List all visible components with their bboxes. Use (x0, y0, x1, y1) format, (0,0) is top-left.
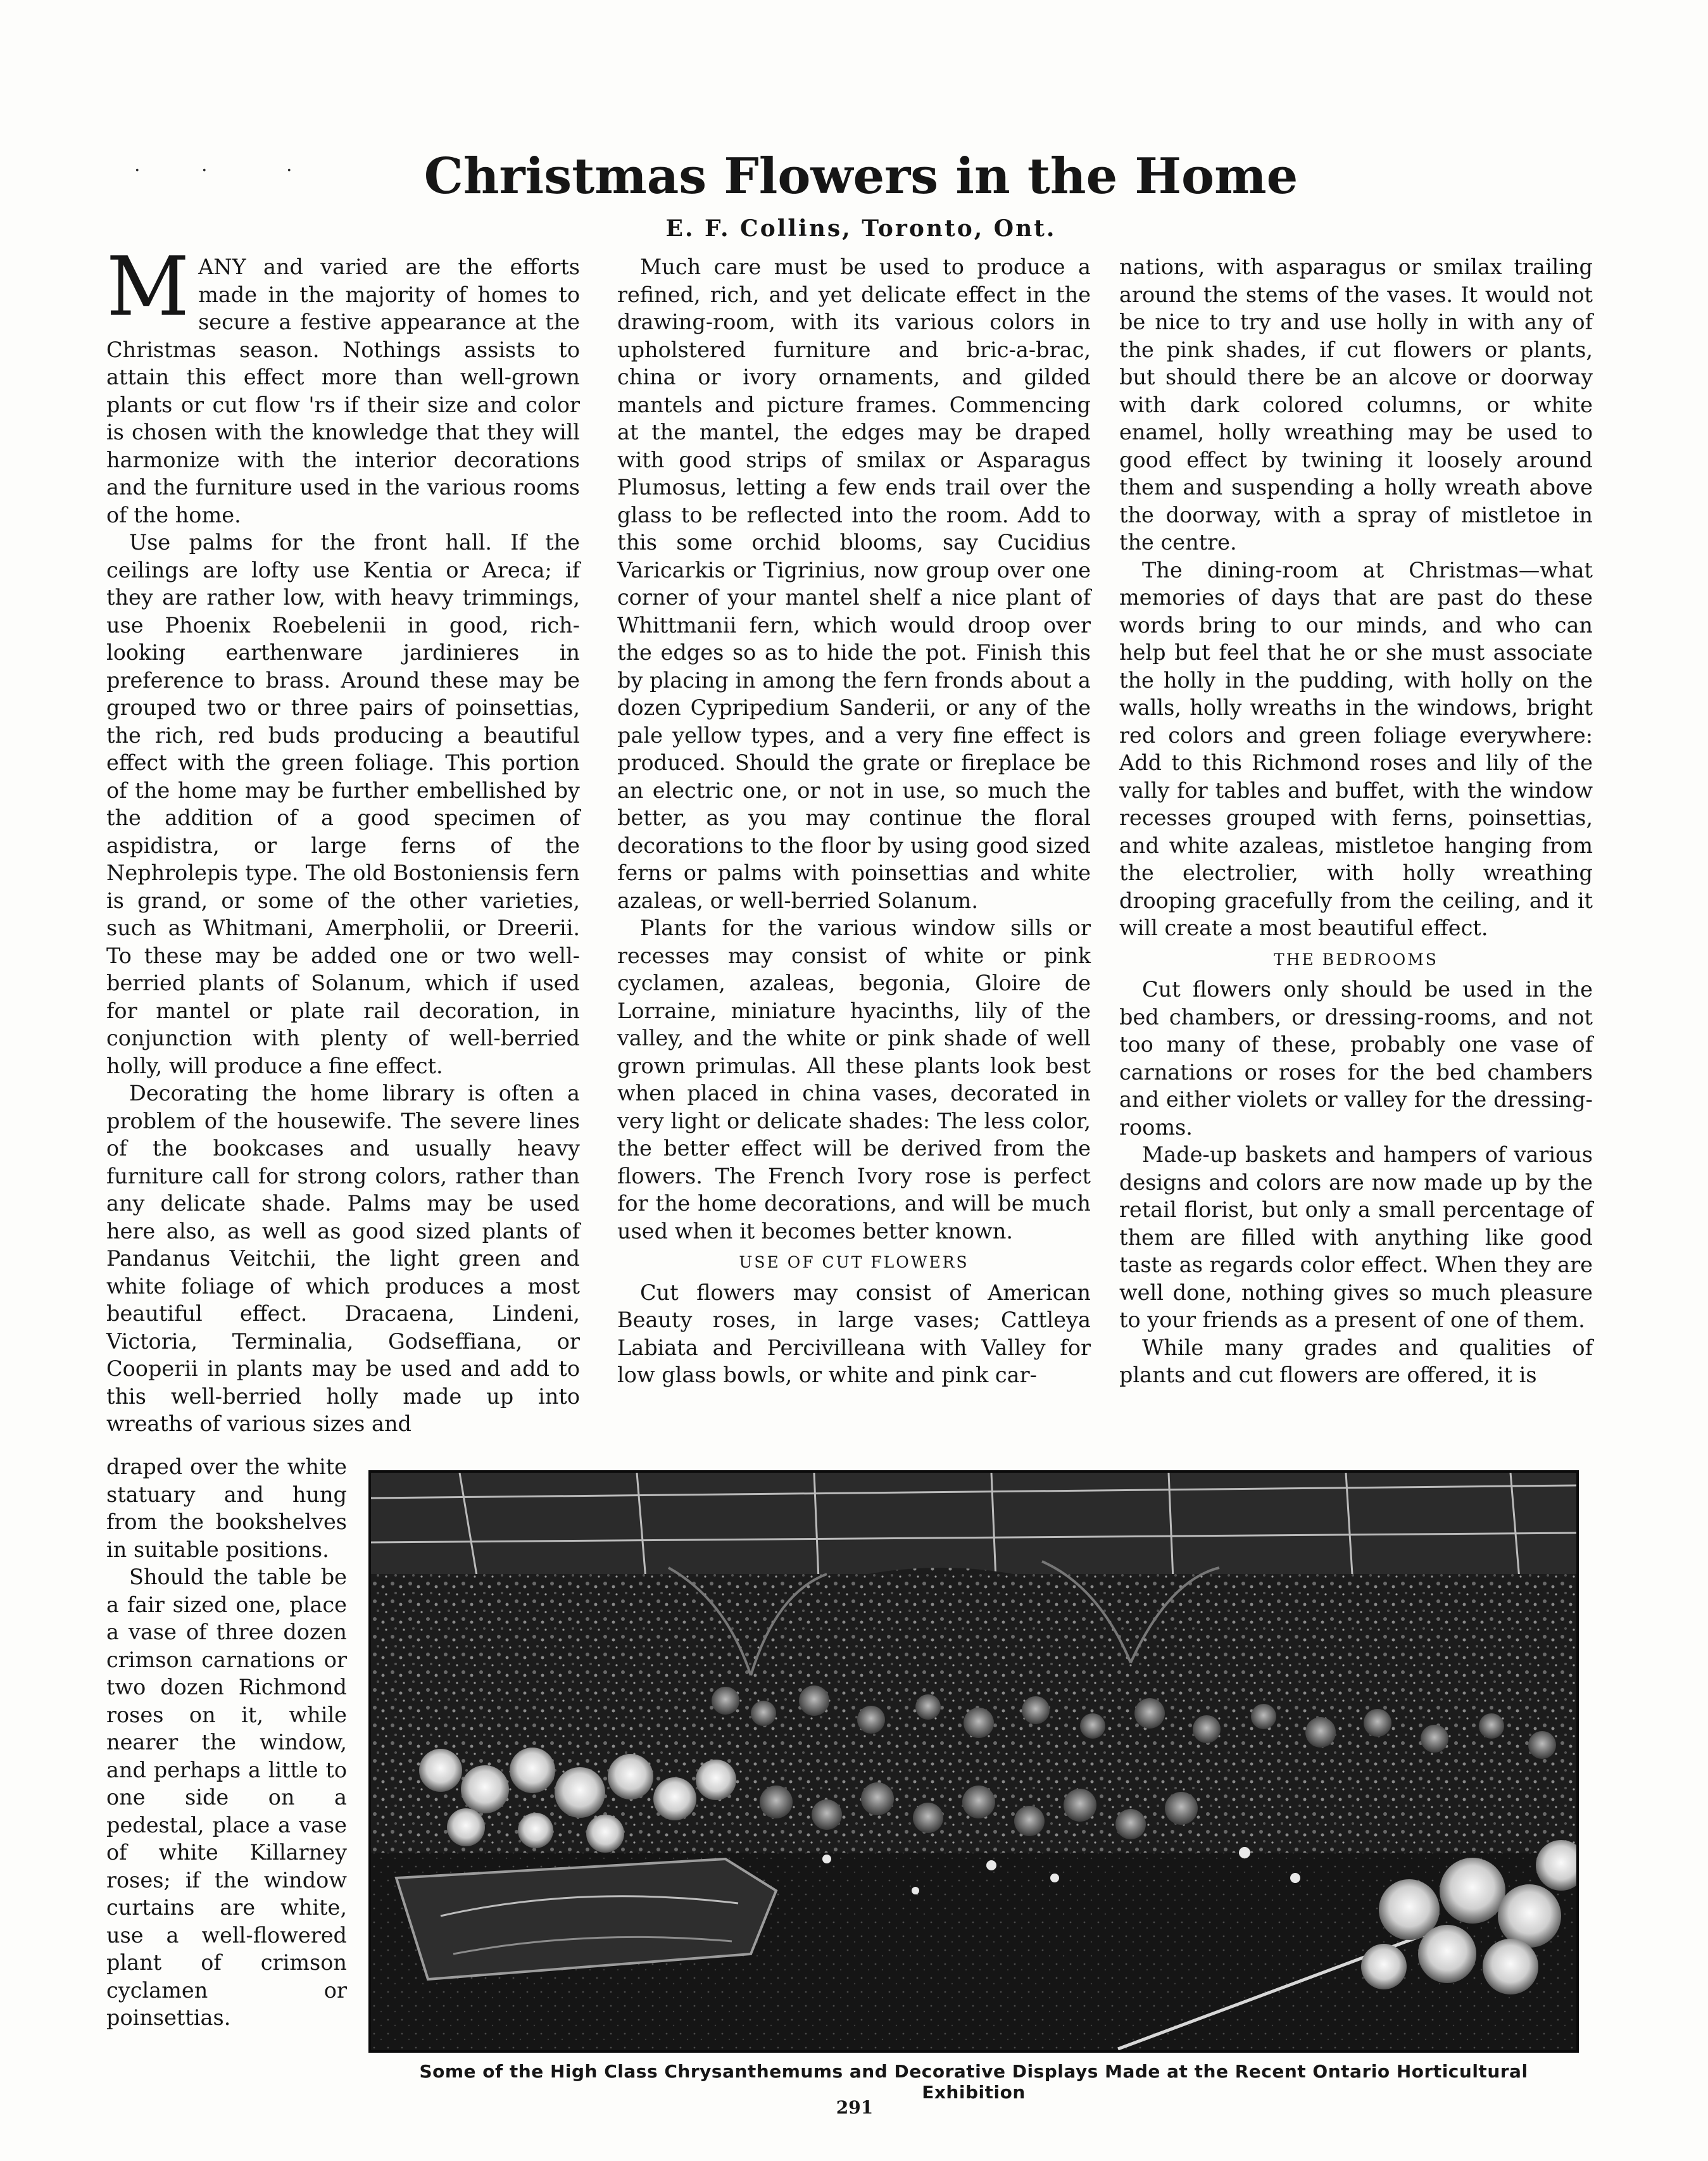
paragraph: Decorating the home library is often a problem of the housewife. The severe lines of the bookcases and usually heavy furniture call for strong colors, rather than any delicate shade. Palms may be used here also, as well as good sized plants of Pandanus Veitchii, the light green and white foliage of which produces a most beautiful effect. Dracaena, Lindeni, Victoria, Terminalia, Godseffiana, or Cooperii in plants may be used and add to this well-berried holly made up into wreaths of various sizes and (106, 1081, 580, 1436)
paragraph: Cut flowers only should be used in the bed chambers, or dressing-rooms, and not too many of these, probably one vase of carnations or roses for the bed chambers and either violets or valley for the dressing-rooms. (1119, 977, 1593, 1140)
paragraph: Should the table be a fair sized one, place a vase of three dozen crimson carnations or two dozen Richmond roses on it, while nearer the window, and perhaps a little to one side on a pedestal, place a vase of white Killarney roses; if the window curtains are white, use a well-flowered plant of crimson cyclamen or poinsettias. (106, 1565, 347, 2030)
paragraph: draped over the white statuary and hung from the bookshelves in suitable positions. (106, 1454, 347, 1562)
right-column (1119, 253, 1593, 1389)
article-title: Christmas Flowers in the Home (424, 148, 1298, 205)
paragraph: Plants for the various window sills or recesses may consist of white or pink cyclamen, azaleas, begonia, Gloire de Lorraine, miniature hyacinths, lily of the valley, and the white or pink shade of well grown primulas. All these plants look best when placed in china vases, decorated in very light or delicate shades: The less color, the better effect will be derived from the flowers. The French Ivory rose is perfect for the home decorations, and will be much used when it becomes better known. (617, 916, 1091, 1244)
paragraph: Cut flowers may consist of American Beauty roses, in large vases; Cattleya Labiata and Percivilleana with Valley for low glass bowls, or white and pink car- (617, 1280, 1091, 1387)
photograph-image (371, 1473, 1576, 2050)
print-speck: · (134, 160, 141, 182)
section-heading: USE OF CUT FLOWERS (739, 1253, 969, 1271)
paragraph: nations, with asparagus or smilax trailing around the stems of the vases. It would not be nice to try and use holly in with any of the pink shades, if cut flowers or plants, but should there be an alcove or doorway with dark colored columns, or white enamel, holly wreathing may be used to good effect by twining it loosely around them and suspending a holly wreath above the doorway, with a spray of mistletoe in the centre. (1119, 255, 1593, 555)
page-number: 291 (836, 2097, 874, 2118)
paragraph: The dining-room at Christmas—what memories of days that are past do these words bring to our minds, and who can help but feel that he or she must associate the holly in the pudding, with holly on the walls, holly wreaths in the windows, bright red colors and green foliage everywhere: Add to this Richmond roses and lily of the vally for tables and buffet, with the window recesses grouped with ferns, poinsettias, and white azaleas, mistletoe hanging from the electrolier, with holly wreathing drooping gracefully from the ceiling, and it will create a most beautiful effect. (1119, 557, 1593, 940)
paragraph: Use palms for the front hall. If the ceilings are lofty use Kentia or Areca; if they are rather low, with heavy trimmings, use Phoenix Roebelenii in good, rich-looking earthenware jardinieres in preference to brass. Around these may be grouped two or three pairs of poinsettias, the rich, red buds producing a beautiful effect with the green foliage. This portion of the home may be further embellished by the addition of a good specimen of aspidistra, or large ferns of the Nephrolepis type. The old Bostoniensis fern is grand, or some of the other varieties, such as Whitmani, Amerpholii, or Dreerii. To these may be added one or two well-berried plants of Solanum, which if used for mantel or plate rail decoration, in conjunction with plenty of well-berried holly, will produce a fine effect. (106, 530, 580, 1078)
article-byline: E. F. Collins, Toronto, Ont. (665, 215, 1057, 242)
paragraph: Made-up baskets and hampers of various designs and colors are now made up by the retail florist, but only a small percentage of them are filled with anything like good taste as regards color effect. When they are well done, nothing gives so much pleasure to your friends as a present of one of them. (1119, 1142, 1593, 1332)
paragraph: MANY and varied are the efforts made in the majority of homes to secure a festive appearance at the Christmas season. Nothings assists to attain this effect more than well-grown plants or cut flow 'rs if their size and color is chosen with the knowledge that they will harmonize with the interior decorations and the furniture used in the various rooms of the home. (106, 240, 580, 527)
photo-caption: Some of the High Class Chrysanthemums and Decorative Displays Made at the Recent Ontario Horticultural Exhibition (419, 2061, 1528, 2103)
left-narrow-column (106, 1453, 347, 2032)
print-speck: · (286, 160, 292, 182)
print-speck: · (201, 160, 208, 182)
paragraph: Much care must be used to produce a refined, rich, and yet delicate effect in the drawing-room, with its various colors in upholstered furniture and bric-a-brac, china or ivory ornaments, and gilded mantels and picture frames. Commencing at the mantel, the edges may be draped with good strips of smilax or Asparagus Plumosus, letting a few ends trail over the glass to be reflected into the room. Add to this some orchid blooms, say Cucidius Varicarkis or Tigrinius, now group over one corner of your mantel shelf a nice plant of Whittmanii fern, which would droop over the edges so as to hide the pot. Finish this by placing in among the fern fronds about a dozen Cypripedium Sanderii, or any of the pale yellow types, and a very fine effect is produced. Should the grate or fireplace be an electric one, or not in use, so much the better, as you may continue the floral decorations to the floor by using good sized ferns or palms with poinsettias and white azaleas, or well-berried Solanum. (617, 255, 1091, 913)
exhibition-photograph (368, 1470, 1579, 2053)
middle-column (617, 253, 1091, 1389)
section-heading: THE BEDROOMS (1274, 950, 1438, 969)
left-column (106, 240, 580, 1438)
paragraph: While many grades and qualities of plants and cut flowers are offered, it is (1119, 1335, 1593, 1387)
